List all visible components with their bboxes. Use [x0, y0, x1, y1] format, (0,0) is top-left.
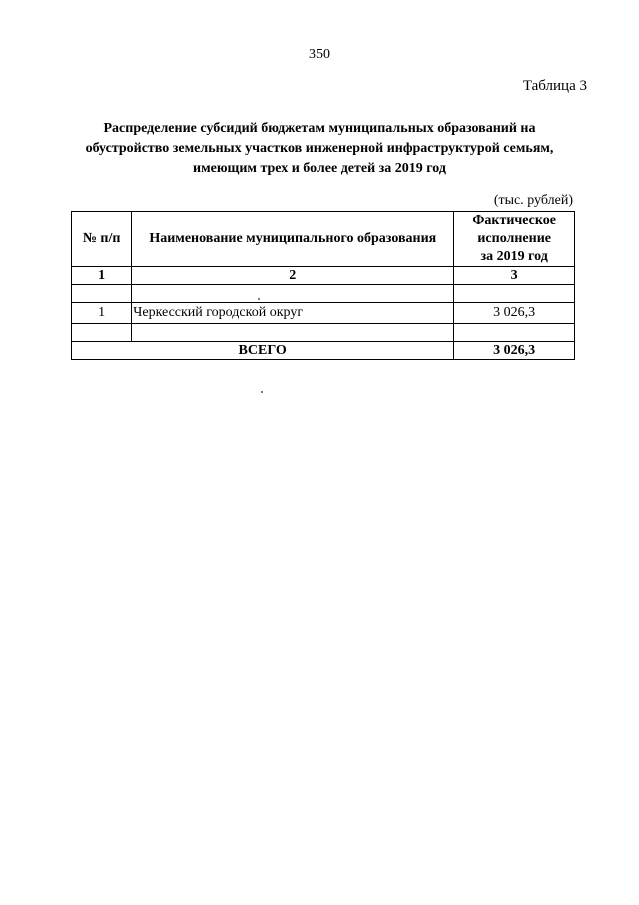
- units-label: (тыс. рублей): [493, 193, 573, 208]
- empty-cell: [454, 285, 575, 303]
- subsidy-table: [71, 211, 575, 360]
- header-value-line-1: Фактическое: [472, 213, 556, 228]
- scan-speck: [261, 391, 263, 393]
- column-index-3: 3: [454, 267, 575, 285]
- table-row: [72, 303, 575, 324]
- empty-cell: [72, 324, 132, 342]
- header-name: Наименование муниципального образования: [132, 212, 454, 267]
- column-index-2: 2: [132, 267, 454, 285]
- table-header-row: [72, 212, 575, 267]
- table-label: Таблица 3: [522, 78, 587, 94]
- total-label: ВСЕГО: [72, 342, 454, 360]
- empty-cell: [72, 285, 132, 303]
- column-index-1: 1: [72, 267, 132, 285]
- title-line-1: Распределение субсидий бюджетам муниципальных образований на: [103, 121, 536, 136]
- row-value: 3 026,3: [454, 303, 575, 324]
- page-number: 350: [309, 47, 330, 62]
- scan-speck: [258, 298, 260, 300]
- header-number: № п/п: [72, 212, 132, 267]
- title-line-2: обустройство земельных участков инженерной инфраструктурой семьям,: [85, 141, 554, 156]
- row-number: 1: [72, 303, 132, 324]
- row-municipality-name: Черкесский городской округ: [132, 303, 454, 324]
- header-value-line-3: за 2019 год: [480, 249, 548, 264]
- header-value: [454, 212, 575, 267]
- column-index-row: [72, 267, 575, 285]
- empty-row: [72, 324, 575, 342]
- total-value: 3 026,3: [454, 342, 575, 360]
- document-title: [60, 119, 579, 179]
- empty-row: [72, 285, 575, 303]
- title-line-3: имеющим трех и более детей за 2019 год: [193, 161, 446, 176]
- empty-cell: [132, 285, 454, 303]
- empty-cell: [132, 324, 454, 342]
- total-row: [72, 342, 575, 360]
- header-value-line-2: исполнение: [477, 231, 551, 246]
- empty-cell: [454, 324, 575, 342]
